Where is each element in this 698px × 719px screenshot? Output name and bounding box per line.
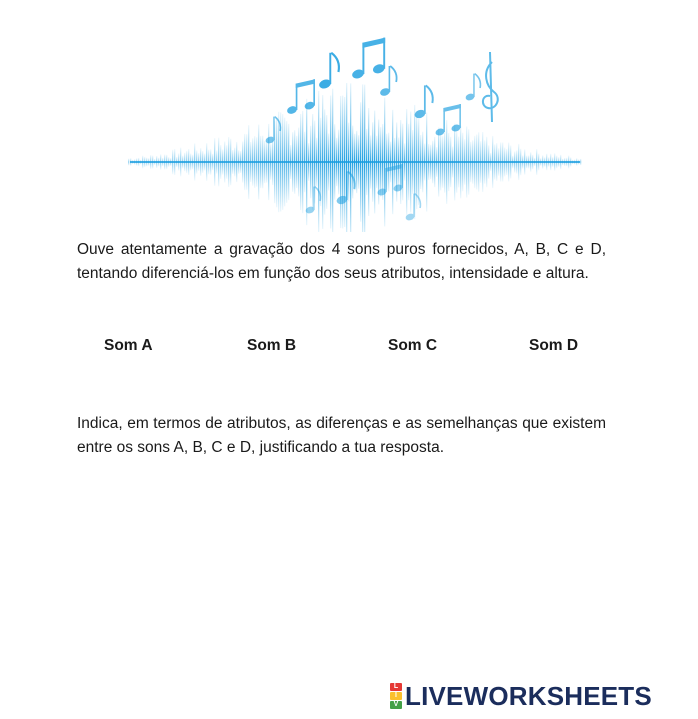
sound-a-button[interactable]: Som A <box>104 337 153 354</box>
sound-wave-banner-image <box>120 22 590 232</box>
sound-d-button[interactable]: Som D <box>529 337 579 354</box>
sound-b-button[interactable]: Som B <box>247 337 297 354</box>
sound-wave-icon <box>120 22 590 232</box>
logo-letter: V <box>390 701 402 709</box>
sound-c-button[interactable]: Som C <box>388 337 438 354</box>
liveworksheets-logo-icon <box>390 683 402 709</box>
instruction-paragraph: Ouve atentamente a gravação dos 4 sons puros fornecidos, A, B, C e D, tentando diferenciá-los em função dos seus atributos, intensidade e altura. <box>77 241 606 282</box>
sound-list <box>0 335 698 357</box>
question-paragraph: Indica, em termos de atributos, as diferenças e as semelhanças que existem entre os sons A, B, C e D, justificando a tua resposta. <box>77 415 606 456</box>
liveworksheets-wordmark: LIVEWORKSHEETS <box>405 681 652 711</box>
logo-letter: I <box>390 692 402 700</box>
logo-letter: L <box>390 683 402 691</box>
liveworksheets-logo <box>390 683 652 709</box>
